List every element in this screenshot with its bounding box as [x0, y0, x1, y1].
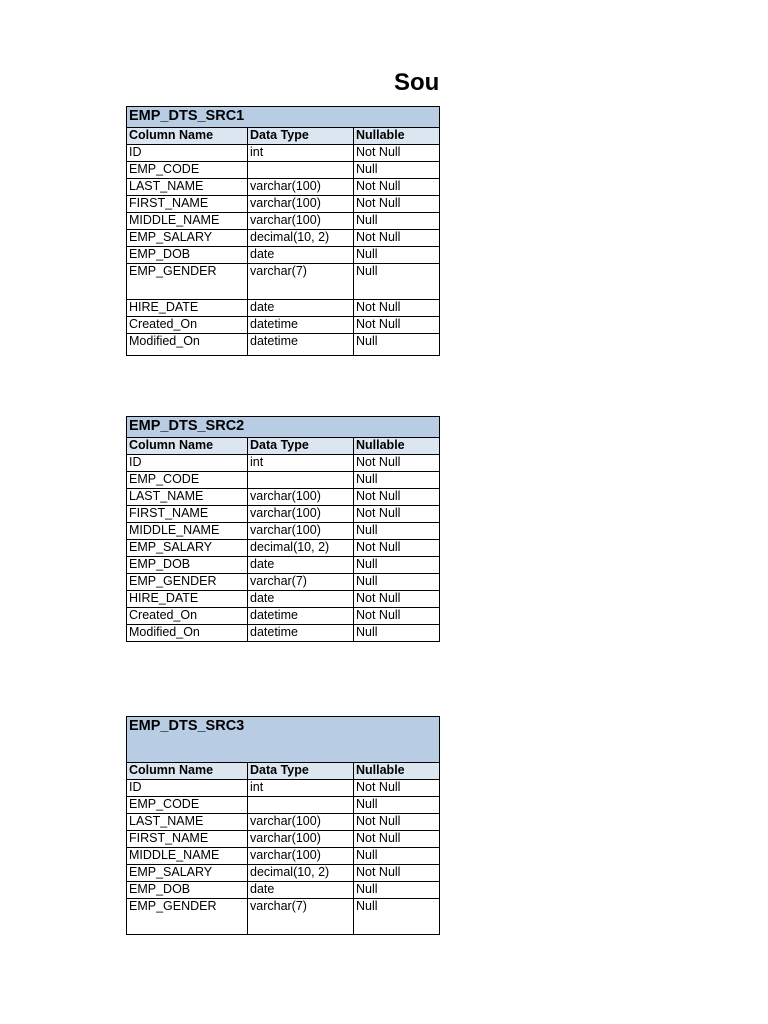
- cell-nullable: Not Null: [354, 300, 440, 317]
- table-title: EMP_DTS_SRC1: [127, 107, 440, 128]
- cell-nullable: Not Null: [354, 145, 440, 162]
- cell-nullable: Not Null: [354, 540, 440, 557]
- cell-data-type: [248, 797, 354, 814]
- cell-column-name: ID: [127, 145, 248, 162]
- cell-data-type: decimal(10, 2): [248, 865, 354, 882]
- cell-nullable: Null: [354, 848, 440, 865]
- table-title: EMP_DTS_SRC2: [127, 417, 440, 438]
- cell-data-type: decimal(10, 2): [248, 230, 354, 247]
- cell-data-type: date: [248, 882, 354, 899]
- cell-column-name: HIRE_DATE: [127, 300, 248, 317]
- cell-data-type: datetime: [248, 317, 354, 334]
- cell-data-type: varchar(100): [248, 814, 354, 831]
- cell-nullable: Null: [354, 523, 440, 540]
- cell-data-type: [248, 162, 354, 179]
- cell-data-type: varchar(7): [248, 264, 354, 300]
- cell-column-name: Modified_On: [127, 625, 248, 642]
- cell-column-name: EMP_SALARY: [127, 865, 248, 882]
- column-header-name: Column Name: [127, 438, 248, 455]
- table-row: [127, 814, 440, 831]
- table-row: [127, 300, 440, 317]
- cell-data-type: datetime: [248, 625, 354, 642]
- cell-data-type: [248, 472, 354, 489]
- table-row: [127, 145, 440, 162]
- cell-nullable: Null: [354, 557, 440, 574]
- cell-data-type: varchar(100): [248, 179, 354, 196]
- cell-data-type: decimal(10, 2): [248, 540, 354, 557]
- cell-nullable: Not Null: [354, 814, 440, 831]
- table-row: [127, 196, 440, 213]
- table-title-row: [127, 417, 440, 438]
- cell-column-name: MIDDLE_NAME: [127, 213, 248, 230]
- cell-column-name: EMP_SALARY: [127, 230, 248, 247]
- table-row: [127, 455, 440, 472]
- cell-data-type: int: [248, 145, 354, 162]
- column-header-type: Data Type: [248, 128, 354, 145]
- cell-nullable: Null: [354, 882, 440, 899]
- column-header-type: Data Type: [248, 438, 354, 455]
- cell-nullable: Not Null: [354, 831, 440, 848]
- table-row: [127, 230, 440, 247]
- cell-nullable: Not Null: [354, 591, 440, 608]
- cell-column-name: EMP_DOB: [127, 557, 248, 574]
- cell-column-name: EMP_DOB: [127, 247, 248, 264]
- schema-table-emp-dts-src2: [126, 416, 440, 642]
- cell-column-name: EMP_CODE: [127, 162, 248, 179]
- cell-column-name: Created_On: [127, 608, 248, 625]
- cell-nullable: Null: [354, 625, 440, 642]
- cell-nullable: Null: [354, 574, 440, 591]
- cell-nullable: Not Null: [354, 489, 440, 506]
- cell-nullable: Null: [354, 334, 440, 356]
- table-row: [127, 213, 440, 230]
- table-row: [127, 506, 440, 523]
- cell-data-type: date: [248, 300, 354, 317]
- cell-nullable: Null: [354, 247, 440, 264]
- cell-data-type: datetime: [248, 608, 354, 625]
- cell-data-type: int: [248, 455, 354, 472]
- cell-nullable: Not Null: [354, 230, 440, 247]
- cell-data-type: datetime: [248, 334, 354, 356]
- cell-column-name: EMP_CODE: [127, 797, 248, 814]
- cell-nullable: Not Null: [354, 317, 440, 334]
- table-row: [127, 334, 440, 356]
- cell-data-type: varchar(100): [248, 196, 354, 213]
- table-row: [127, 574, 440, 591]
- cell-data-type: varchar(100): [248, 523, 354, 540]
- table-row: [127, 162, 440, 179]
- cell-nullable: Not Null: [354, 608, 440, 625]
- cell-nullable: Not Null: [354, 506, 440, 523]
- cell-column-name: MIDDLE_NAME: [127, 523, 248, 540]
- table-title: EMP_DTS_SRC3: [127, 717, 440, 763]
- cell-nullable: Null: [354, 472, 440, 489]
- table-row: [127, 557, 440, 574]
- column-header-name: Column Name: [127, 128, 248, 145]
- cell-data-type: int: [248, 780, 354, 797]
- table-row: [127, 882, 440, 899]
- cell-column-name: EMP_GENDER: [127, 264, 248, 300]
- column-header-row: [127, 438, 440, 455]
- cell-column-name: EMP_CODE: [127, 472, 248, 489]
- table-row: [127, 865, 440, 882]
- cell-column-name: EMP_DOB: [127, 882, 248, 899]
- table-row: [127, 472, 440, 489]
- cell-column-name: Created_On: [127, 317, 248, 334]
- table-row: [127, 179, 440, 196]
- cell-nullable: Null: [354, 213, 440, 230]
- cell-data-type: date: [248, 247, 354, 264]
- cell-nullable: Not Null: [354, 179, 440, 196]
- cell-column-name: LAST_NAME: [127, 814, 248, 831]
- table-row: [127, 264, 440, 300]
- schema-table-emp-dts-src3: [126, 716, 440, 935]
- cell-nullable: Null: [354, 899, 440, 935]
- cell-nullable: Null: [354, 797, 440, 814]
- column-header-name: Column Name: [127, 763, 248, 780]
- cell-column-name: HIRE_DATE: [127, 591, 248, 608]
- cell-data-type: date: [248, 591, 354, 608]
- cell-nullable: Not Null: [354, 196, 440, 213]
- table-row: [127, 247, 440, 264]
- table-title-row: [127, 717, 440, 763]
- cell-column-name: MIDDLE_NAME: [127, 848, 248, 865]
- column-header-nullable: Nullable: [354, 763, 440, 780]
- cell-data-type: varchar(100): [248, 489, 354, 506]
- table-row: [127, 317, 440, 334]
- table-row: [127, 625, 440, 642]
- cell-column-name: ID: [127, 455, 248, 472]
- cell-column-name: EMP_GENDER: [127, 899, 248, 935]
- table-row: [127, 523, 440, 540]
- table-row: [127, 780, 440, 797]
- table-row: [127, 540, 440, 557]
- cell-data-type: date: [248, 557, 354, 574]
- column-header-type: Data Type: [248, 763, 354, 780]
- column-header-row: [127, 128, 440, 145]
- column-header-nullable: Nullable: [354, 128, 440, 145]
- column-header-row: [127, 763, 440, 780]
- cell-data-type: varchar(100): [248, 506, 354, 523]
- table-row: [127, 797, 440, 814]
- cell-nullable: Null: [354, 162, 440, 179]
- cell-column-name: Modified_On: [127, 334, 248, 356]
- cell-column-name: LAST_NAME: [127, 179, 248, 196]
- cell-column-name: LAST_NAME: [127, 489, 248, 506]
- cell-column-name: EMP_GENDER: [127, 574, 248, 591]
- cell-data-type: varchar(7): [248, 574, 354, 591]
- cell-column-name: EMP_SALARY: [127, 540, 248, 557]
- cell-column-name: ID: [127, 780, 248, 797]
- cell-nullable: Not Null: [354, 865, 440, 882]
- cell-data-type: varchar(7): [248, 899, 354, 935]
- cell-data-type: varchar(100): [248, 848, 354, 865]
- column-header-nullable: Nullable: [354, 438, 440, 455]
- table-title-row: [127, 107, 440, 128]
- cell-nullable: Not Null: [354, 455, 440, 472]
- cell-nullable: Null: [354, 264, 440, 300]
- table-row: [127, 608, 440, 625]
- cell-data-type: varchar(100): [248, 213, 354, 230]
- table-row: [127, 899, 440, 935]
- page-heading: Sou: [394, 69, 440, 96]
- schema-table-emp-dts-src1: [126, 106, 440, 356]
- table-row: [127, 831, 440, 848]
- table-row: [127, 848, 440, 865]
- cell-column-name: FIRST_NAME: [127, 196, 248, 213]
- cell-nullable: Not Null: [354, 780, 440, 797]
- table-row: [127, 489, 440, 506]
- cell-column-name: FIRST_NAME: [127, 831, 248, 848]
- table-row: [127, 591, 440, 608]
- cell-data-type: varchar(100): [248, 831, 354, 848]
- cell-column-name: FIRST_NAME: [127, 506, 248, 523]
